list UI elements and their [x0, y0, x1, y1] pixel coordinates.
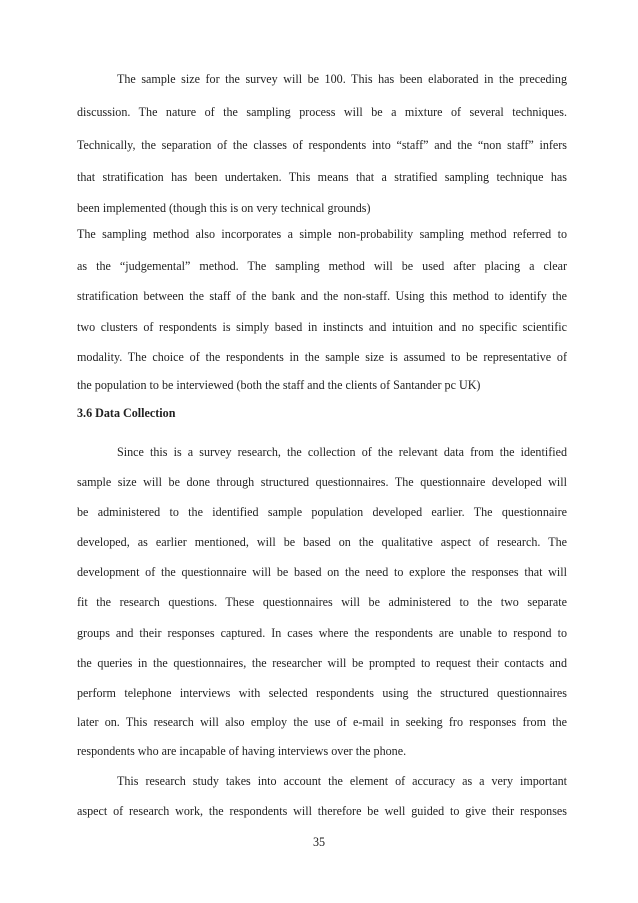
paragraph2-line: be administered to the identified sample population developed earlier. The questionnaire	[77, 505, 567, 519]
paragraph3-line: aspect of research work, the respondents will therefore be well guided to give their responses	[77, 804, 567, 818]
paragraph2-line: development of the questionnaire will be based on the need to explore the responses that will	[77, 565, 567, 579]
section-heading: 3.6 Data Collection	[77, 406, 176, 420]
paragraph3-line: This research study takes into account the element of accuracy as a very important	[117, 774, 567, 788]
paragraph2-line: later on. This research will also employ the use of e-mail in seeking fro responses from the	[77, 715, 567, 729]
paragraph2-line: perform telephone interviews with selected respondents using the structured questionnaires	[77, 686, 567, 700]
page-number: 35	[312, 835, 326, 849]
paragraph1-line: as the “judgemental” method. The sampling method will be used after placing a clear	[77, 259, 567, 273]
paragraph1-line: The sampling method also incorporates a simple non-probability sampling method referred to	[77, 227, 567, 241]
paragraph1-line: Technically, the separation of the classes of respondents into “staff” and the “non staff” infers	[77, 138, 567, 152]
paragraph1-line: been implemented (though this is on very technical grounds)	[77, 201, 371, 215]
paragraph2-line: sample size will be done through structured questionnaires. The questionnaire developed will	[77, 475, 567, 489]
paragraph1-line: the population to be interviewed (both the staff and the clients of Santander pc UK)	[77, 378, 481, 392]
paragraph1-line: discussion. The nature of the sampling process will be a mixture of several techniques.	[77, 105, 567, 119]
paragraph2-line: developed, as earlier mentioned, will be based on the qualitative aspect of research. The	[77, 535, 567, 549]
paragraph1-line: that stratification has been undertaken. This means that a stratified sampling technique has	[77, 170, 567, 184]
paragraph2-line: groups and their responses captured. In cases where the respondents are unable to respond to	[77, 626, 567, 640]
paragraph2-line: fit the research questions. These questionnaires will be administered to the two separate	[77, 595, 567, 609]
paragraph2-line: respondents who are incapable of having interviews over the phone.	[77, 744, 407, 758]
paragraph1-line: stratification between the staff of the bank and the non-staff. Using this method to identify the	[77, 289, 567, 303]
paragraph1-line: two clusters of respondents is simply based in instincts and intuition and no specific scientific	[77, 320, 567, 334]
paragraph2-line: the queries in the questionnaires, the researcher will be prompted to request their contacts and	[77, 656, 567, 670]
paragraph1-line: The sample size for the survey will be 100. This has been elaborated in the preceding	[117, 72, 567, 86]
paragraph1-line: modality. The choice of the respondents in the sample size is assumed to be representative of	[77, 350, 567, 364]
paragraph2-line: Since this is a survey research, the collection of the relevant data from the identified	[117, 445, 567, 459]
